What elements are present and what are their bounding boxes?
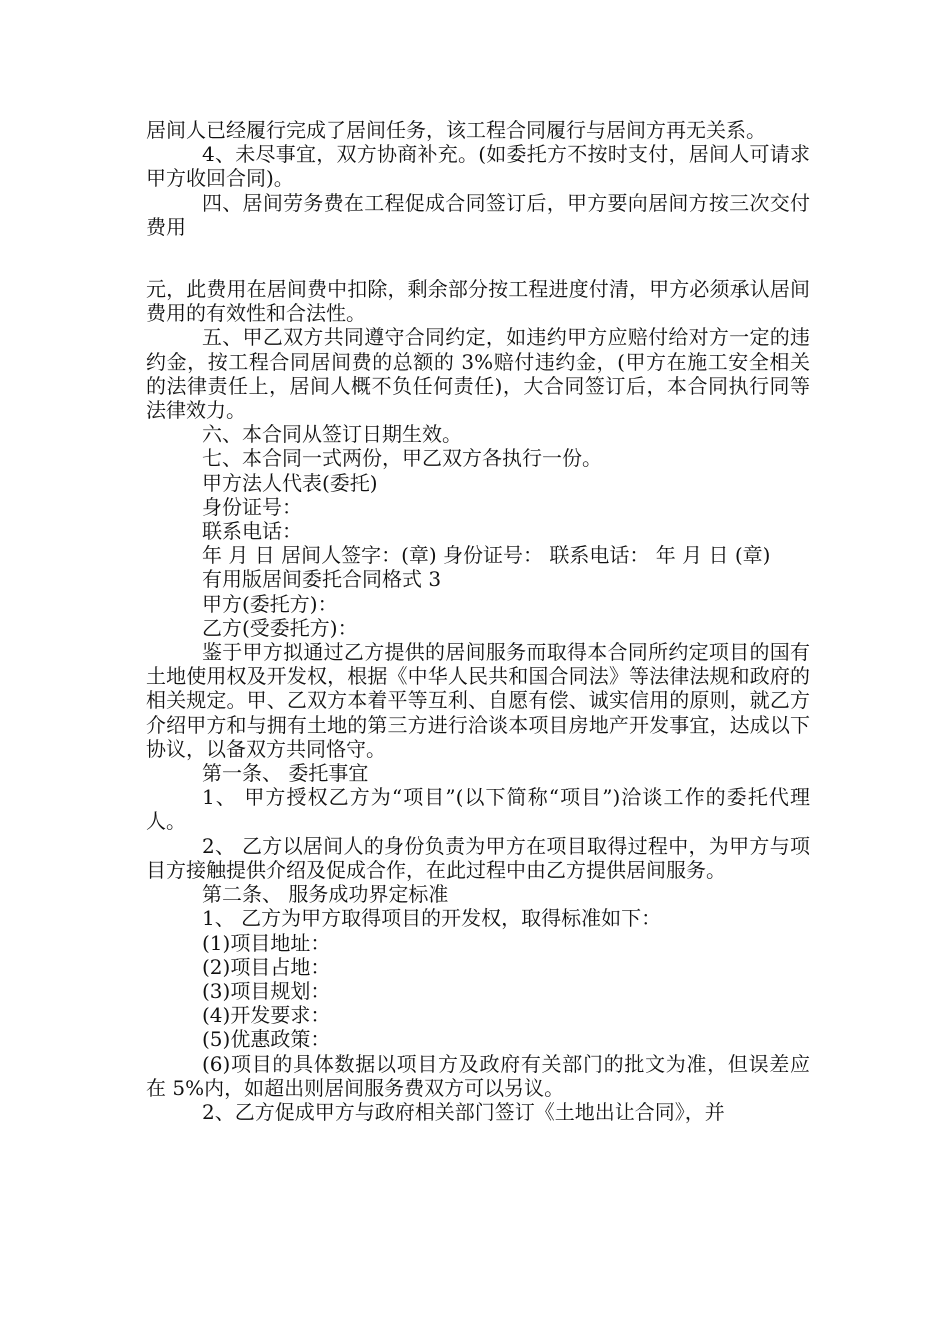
paragraph: (4)开发要求： xyxy=(202,1003,331,1028)
paragraph: 联系电话： xyxy=(202,519,302,544)
paragraph: 有用版居间委托合同格式 3 xyxy=(202,567,442,592)
blank-line xyxy=(146,239,810,277)
paragraph: (6)项目的具体数据以项目方及政府有关部门的批文为准，但误差应在 5%内，如超出则居间服务费双方可以另议。 xyxy=(146,1051,810,1100)
paragraph: 四、居间劳务费在工程促成合同签订后，甲方要向居间方按三次交付费用 xyxy=(146,190,810,239)
paragraph: 元，此费用在居间费中扣除，剩余部分按工程进度付清，甲方必须承认居间费用的有效性和合法性。 xyxy=(146,277,810,326)
paragraph: 身份证号： xyxy=(202,494,302,519)
paragraph: 鉴于甲方拟通过乙方提供的居间服务而取得本合同所约定项目的国有土地使用权及开发权，根据《中华人民共和国合同法》等法律法规和政府的相关规定。甲、乙双方本着平等互利、自愿有偿、诚实信用的原则，就乙方介绍甲方和与拥有土地的第三方进行洽谈本项目房地产开发事宜，达成以下协议，以备双方共同恪守。 xyxy=(146,640,810,761)
paragraph: 第二条、 服务成功界定标准 xyxy=(202,882,449,907)
paragraph: (3)项目规划： xyxy=(202,978,331,1003)
paragraph: 年 月 日 居间人签字：(章) 身份证号： 联系电话： 年 月 日 (章) xyxy=(202,543,771,568)
paragraph: 七、本合同一式两份，甲乙双方各执行一份。 xyxy=(202,446,602,471)
document-body xyxy=(146,118,810,1124)
paragraph: 五、甲乙双方共同遵守合同约定，如违约甲方应赔付给对方一定的违约金，按工程合同居间费的总额的 3%赔付违约金，(甲方在施工安全相关的法律责任上，居间人概不负任何责任)，大合同签订后，本合同执行同等法律效力。 xyxy=(146,325,810,423)
paragraph: 第一条、 委托事宜 xyxy=(202,761,369,786)
paragraph: 1、 乙方为甲方取得项目的开发权，取得标准如下： xyxy=(202,906,662,931)
paragraph: 1、 甲方授权乙方为“项目”(以下简称“项目”)洽谈工作的委托代理人。 xyxy=(146,785,810,834)
paragraph: (1)项目地址： xyxy=(202,930,331,955)
paragraph: 乙方(受委托方)： xyxy=(202,615,358,640)
paragraph: 2、 乙方以居间人的身份负责为甲方在项目取得过程中，为甲方与项目方接触提供介绍及促成合作，在此过程中由乙方提供居间服务。 xyxy=(146,833,810,882)
paragraph: 甲方(委托方)： xyxy=(202,591,338,616)
paragraph: (2)项目占地： xyxy=(202,954,331,979)
paragraph: 居间人已经履行完成了居间任务，该工程合同履行与居间方再无关系。 xyxy=(146,118,766,142)
paragraph: 2、乙方促成甲方与政府相关部门签订《土地出让合同》，并 xyxy=(202,1099,725,1124)
paragraph: 4、未尽事宜，双方协商补充。(如委托方不按时支付，居间人可请求甲方收回合同)。 xyxy=(146,142,810,191)
paragraph: 甲方法人代表(委托) xyxy=(202,470,378,495)
paragraph: (5)优惠政策： xyxy=(202,1027,331,1052)
paragraph: 六、本合同从签订日期生效。 xyxy=(202,422,462,447)
